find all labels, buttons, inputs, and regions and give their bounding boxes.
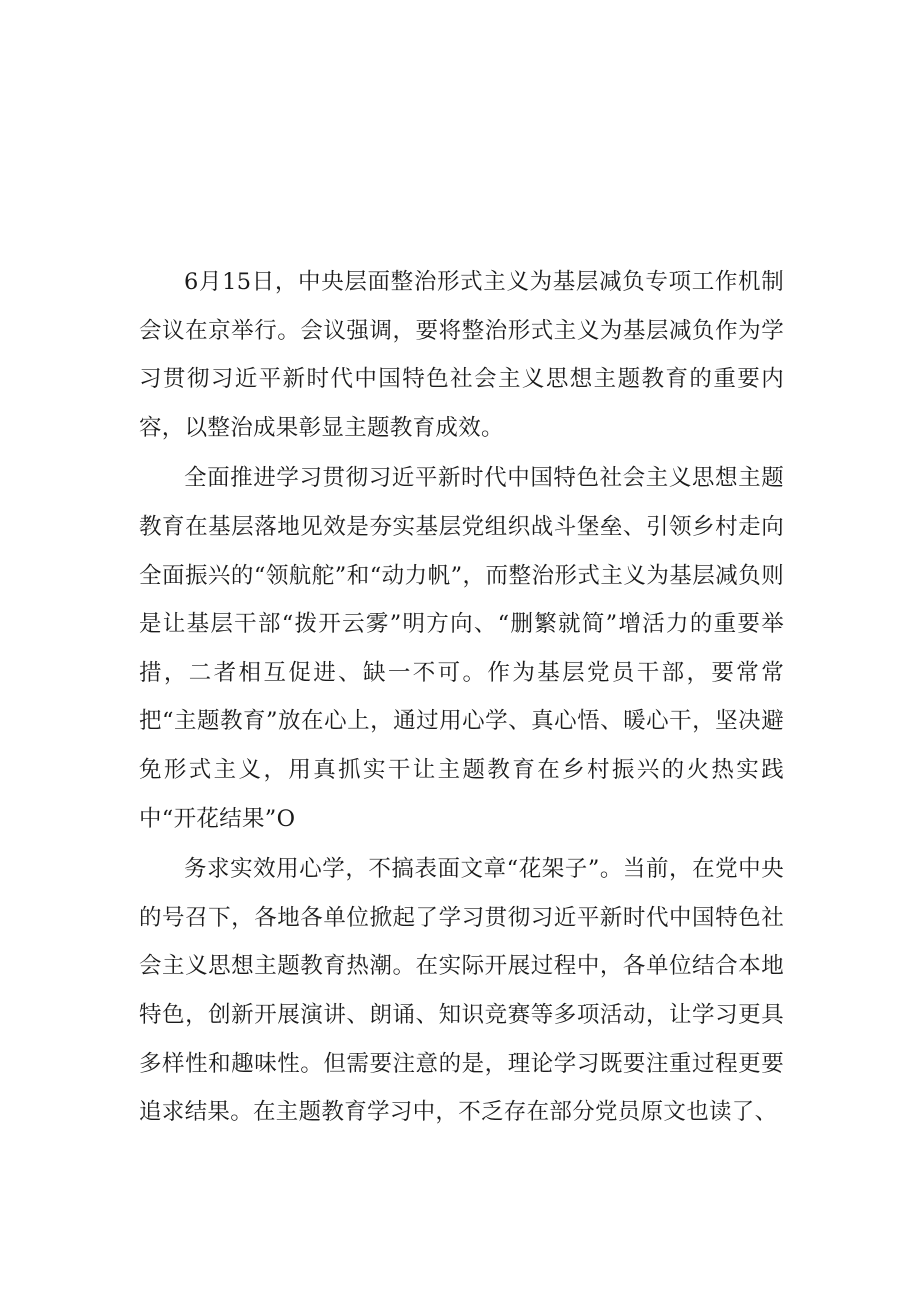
paragraph-2: 全面推进学习贯彻习近平新时代中国特色社会主义思想主题教育在基层落地见效是夯实基层党组织战斗堡垒、引领乡村走向全面振兴的“领航舵”和“动力帆”，而整治形式主义为基层减负则是让基层干部“拨开云雾”明方向、“删繁就简”增活力的重要举措，二者相互促进、缺一不可。作为基层党员干部，要常常把“主题教育”放在心上，通过用心学、真心悟、暖心干，坚决避免形式主义，用真抓实干让主题教育在乡村振兴的火热实践中“开花结果”O — [139, 465, 784, 832]
document-body — [139, 258, 784, 1137]
paragraph-3: 务求实效用心学，不搞表面文章“花架子”。当前，在党中央的号召下，各地各单位掀起了学习贯彻习近平新时代中国特色社会主义思想主题教育热潮。在实际开展过程中，各单位结合本地特色，创新开展演讲、朗诵、知识竞赛等多项活动，让学习更具多样性和趣味性。但需要注意的是，理论学习既要注重过程更要追求结果。在主题教育学习中，不乏存在部分党员原文也读了、 — [139, 856, 784, 1126]
paragraph-1: 6月15日，中央层面整治形式主义为基层减负专项工作机制会议在京举行。会议强调，要将整治形式主义为基层减负作为学习贯彻习近平新时代中国特色社会主义思想主题教育的重要内容，以整治成果彰显主题教育成效。 — [139, 269, 784, 441]
